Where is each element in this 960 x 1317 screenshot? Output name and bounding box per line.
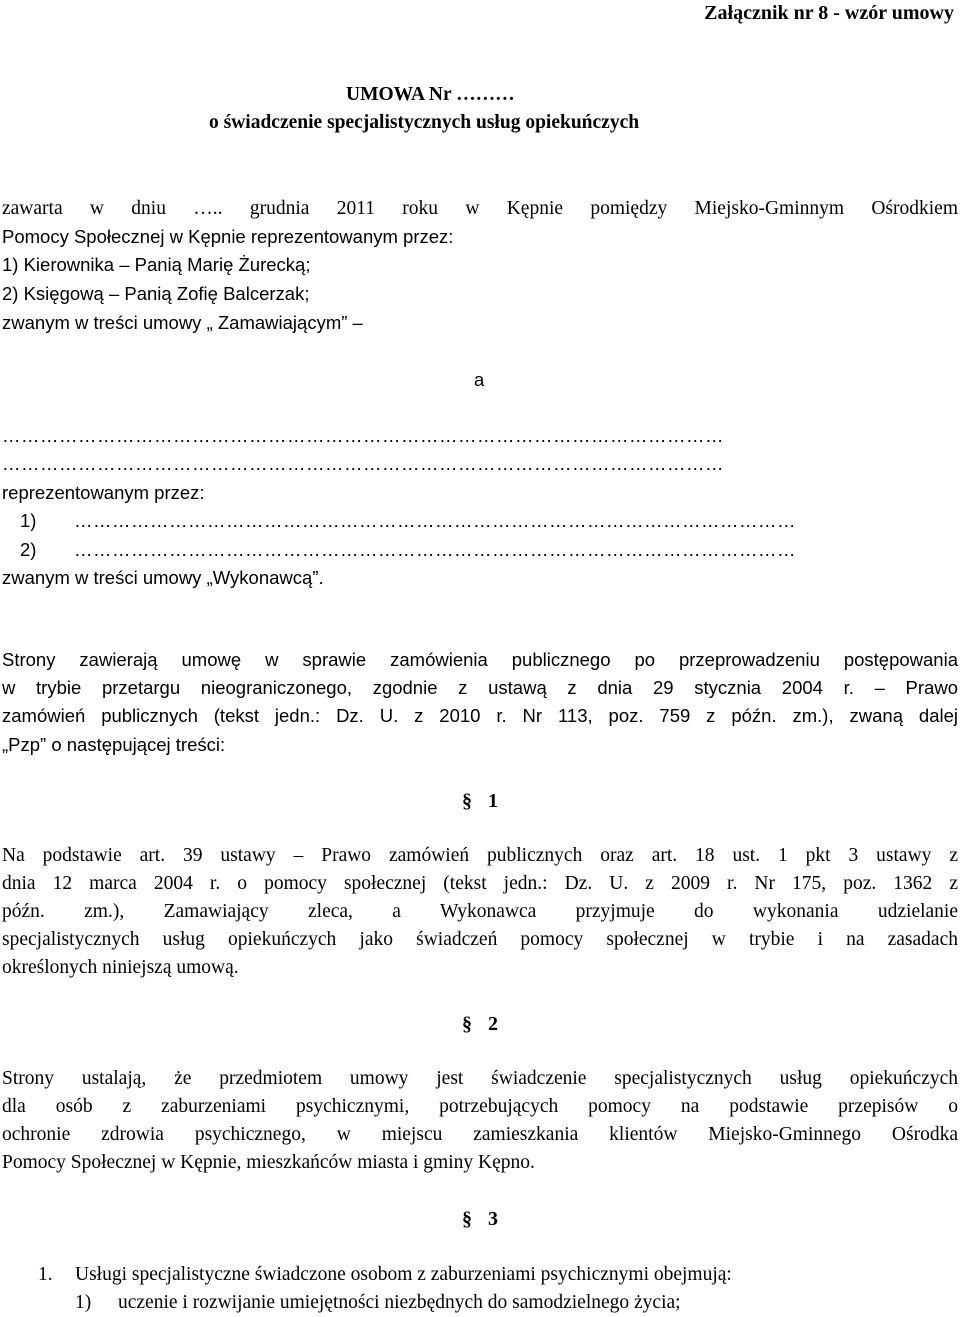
and-conjunction: a (474, 369, 485, 390)
contractor-rep-1-number: 1) (20, 510, 37, 531)
intro-line-1: zawarta w dniu ….. grudnia 2011 roku w Kępnie pomiędzy Miejsko-Gminnym Ośrodkiem (2, 198, 958, 219)
represented-by: reprezentowanym przez: (2, 482, 205, 503)
preamble-line-2: w trybie przetargu nieograniczonego, zgodnie z ustawą z dnia 29 stycznia 2004 r. – Prawo (2, 677, 958, 698)
section-1-line-4: specjalistycznych usług opiekuńczych jako świadczeń pomocy społecznej w trybie i na zasadach (2, 929, 958, 950)
representative-2: 2) Księgową – Panią Zofię Balcerzak; (2, 283, 310, 304)
section-3-heading (462, 1208, 498, 1231)
attachment-label: Załącznik nr 8 - wzór umowy (704, 2, 954, 24)
preamble-line-1: Strony zawierają umowę w sprawie zamówienia publicznego po przeprowadzeniu postępowania (2, 649, 958, 670)
section-1-heading (462, 790, 498, 813)
section-1-line-3: późn. zm.), Zamawiający zleca, a Wykonawca przyjmuje do wykonania udzielanie (2, 901, 958, 922)
contractor-rep-2-number: 2) (20, 539, 37, 560)
dotted-line-1: …………………………………………………………………………………………………… (2, 425, 724, 446)
dotted-line-2: …………………………………………………………………………………………………… (2, 453, 724, 474)
preamble-line-4: „Pzp” o następującej treści: (2, 734, 226, 755)
section-1-line-2: dnia 12 marca 2004 r. o pomocy społecznej (tekst jedn.: Dz. U. z 2009 r. Nr 175, poz. 1362 z (2, 873, 958, 894)
section-1-line-1: Na podstawie art. 39 ustawy – Prawo zamówień publicznych oraz art. 18 ust. 1 pkt 3 ustawy z (2, 845, 958, 866)
preamble-line-3: zamówień publicznych (tekst jedn.: Dz. U. z 2010 r. Nr 113, poz. 759 z późn. zm.), zwaną dalej (2, 705, 958, 726)
section-2-line-3: ochronie zdrowia psychicznego, w miejscu zamieszkania klientów Miejsko-Gminnego Ośrodka (2, 1124, 958, 1145)
section-number: 1 (488, 790, 498, 812)
section-number: 2 (488, 1013, 498, 1035)
contractor-rep-1-dots: …………………………………………………………………………………………………… (74, 510, 796, 531)
contractor-rep-2-dots: …………………………………………………………………………………………………… (74, 539, 796, 560)
section-2-heading (462, 1013, 498, 1036)
representative-1: 1) Kierownika – Panią Marię Żurecką; (2, 254, 311, 275)
section-3-item-1-number: 1) (75, 1292, 92, 1313)
zamawiajacy-line: zwanym w treści umowy „ Zamawiającym” – (2, 312, 363, 333)
section-3-point-1-text: Usługi specjalistyczne świadczone osobom z zaburzeniami psychicznymi obejmują: (75, 1264, 732, 1285)
section-3-point-1-number: 1. (38, 1264, 53, 1285)
section-2-line-4: Pomocy Społecznej w Kępnie, mieszkańców miasta i gminy Kępno. (2, 1152, 535, 1173)
section-sign: § (462, 790, 472, 812)
wykonawca-line: zwanym w treści umowy „Wykonawcą”. (2, 567, 324, 588)
section-2-line-1: Strony ustalają, że przedmiotem umowy jest świadczenie specjalistycznych usług opiekuńczych (2, 1068, 958, 1089)
section-3-item-1-text: uczenie i rozwijanie umiejętności niezbędnych do samodzielnego życia; (118, 1292, 681, 1313)
section-1-line-5: określonych niniejszą umową. (2, 957, 239, 978)
section-2-line-2: dla osób z zaburzeniami psychicznymi, potrzebujących pomocy na podstawie przepisów o (2, 1096, 958, 1117)
section-sign: § (462, 1013, 472, 1035)
section-number: 3 (488, 1208, 498, 1230)
contract-subtitle: o świadczenie specjalistycznych usług opiekuńczych (209, 112, 640, 133)
intro-line-2: Pomocy Społecznej w Kępnie reprezentowanym przez: (2, 226, 454, 247)
contract-title: UMOWA Nr ……… (346, 84, 515, 105)
section-sign: § (462, 1208, 472, 1230)
